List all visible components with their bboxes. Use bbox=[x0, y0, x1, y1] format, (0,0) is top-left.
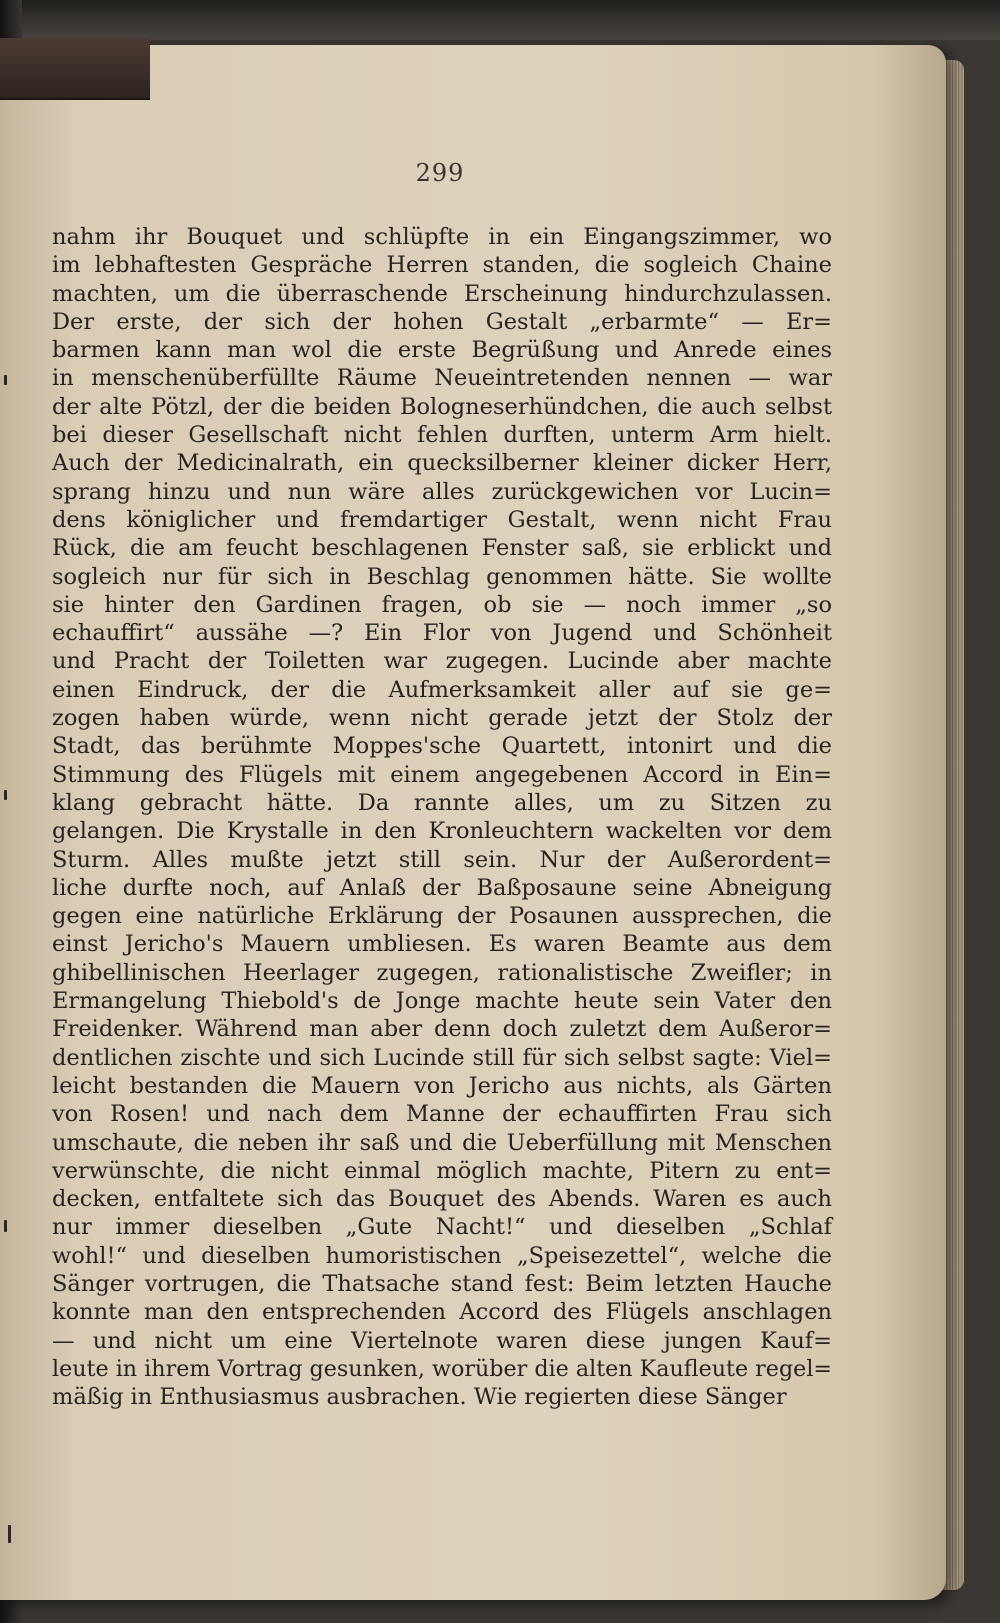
text-line: machten, um die überraschende Erscheinung hindurchzulassen. bbox=[52, 280, 832, 307]
text-line: Freidenker. Während man aber denn doch zuletzt dem Außeror= bbox=[52, 1016, 832, 1043]
scanner-background bbox=[0, 0, 1000, 40]
text-line: Sänger vortrugen, die Thatsache stand fest: Beim letzten Hauche bbox=[52, 1270, 832, 1297]
text-line: Sturm. Alles mußte jetzt still sein. Nur der Außerordent= bbox=[52, 846, 832, 873]
margin-mark bbox=[4, 375, 7, 385]
text-line: barmen kann man wol die erste Begrüßung und Anrede eines bbox=[52, 337, 832, 364]
text-line: leicht bestanden die Mauern von Jericho aus nichts, als Gärten bbox=[52, 1072, 832, 1099]
text-line: mäßig in Enthusiasmus ausbrachen. Wie regierten diese Sänger bbox=[52, 1384, 787, 1411]
text-line: Auch der Medicinalrath, ein quecksilberner kleiner dicker Herr, bbox=[52, 450, 832, 477]
text-line: gegen eine natürliche Erklärung der Posaunen aussprechen, die bbox=[52, 903, 832, 930]
text-line: nur immer dieselben „Gute Nacht!“ und dieselben „Schlaf bbox=[52, 1214, 832, 1241]
text-line: verwünschte, die nicht einmal möglich machte, Pitern zu ent= bbox=[52, 1157, 832, 1184]
text-line: bei dieser Gesellschaft nicht fehlen durften, unterm Arm hielt. bbox=[52, 422, 832, 449]
text-line: — und nicht um eine Viertelnote waren diese jungen Kauf= bbox=[52, 1327, 832, 1354]
margin-mark bbox=[8, 1525, 11, 1543]
text-line: und Pracht der Toiletten war zugegen. Lucinde aber machte bbox=[52, 648, 832, 675]
book-binding bbox=[0, 38, 150, 100]
book-page bbox=[0, 45, 946, 1600]
text-line: leute in ihrem Vortrag gesunken, worüber die alten Kaufleute regel= bbox=[52, 1355, 833, 1382]
text-line: Der erste, der sich der hohen Gestalt „erbarmte“ — Er= bbox=[52, 308, 832, 335]
text-line: in menschenüberfüllte Räume Neueintretenden nennen — war bbox=[52, 365, 832, 392]
text-line: sogleich nur für sich in Beschlag genommen hätte. Sie wollte bbox=[52, 563, 832, 590]
text-line: gelangen. Die Krystalle in den Kronleuchtern wackelten vor dem bbox=[52, 818, 832, 845]
text-line: wohl!“ und dieselben humoristischen „Speisezettel“, welche die bbox=[52, 1242, 832, 1269]
text-line: dentlichen zischte und sich Lucinde still für sich selbst sagte: Viel= bbox=[52, 1044, 832, 1071]
text-line: ghibellinischen Heerlager zugegen, rationalistische Zweifler; in bbox=[52, 959, 832, 986]
text-line: sprang hinzu und nun wäre alles zurückgewichen vor Lucin= bbox=[52, 478, 832, 505]
text-line: der alte Pötzl, der die beiden Bologneserhündchen, die auch selbst bbox=[52, 393, 832, 420]
page-number: 299 bbox=[415, 159, 465, 187]
body-text bbox=[52, 223, 832, 1411]
text-line: liche durfte noch, auf Anlaß der Baßposaune seine Abneigung bbox=[52, 874, 832, 901]
text-line: klang gebracht hätte. Da rannte alles, um zu Sitzen zu bbox=[52, 789, 832, 816]
text-line: einst Jericho's Mauern umbliesen. Es waren Beamte aus dem bbox=[52, 931, 832, 958]
text-line: sie hinter den Gardinen fragen, ob sie — noch immer „so bbox=[52, 591, 832, 618]
text-line: Stadt, das berühmte Moppes'sche Quartett, intonirt und die bbox=[52, 733, 832, 760]
text-line: umschaute, die neben ihr saß und die Ueberfüllung mit Menschen bbox=[52, 1129, 832, 1156]
margin-mark bbox=[4, 1220, 7, 1232]
text-line: von Rosen! und nach dem Manne der echauffirten Frau sich bbox=[52, 1101, 832, 1128]
text-line: Ermangelung Thiebold's de Jonge machte heute sein Vater den bbox=[52, 988, 832, 1015]
text-line: nahm ihr Bouquet und schlüpfte in ein Eingangszimmer, wo bbox=[52, 224, 832, 250]
text-line: zogen haben würde, wenn nicht gerade jetzt der Stolz der bbox=[52, 705, 832, 732]
text-line: einen Eindruck, der die Aufmerksamkeit aller auf sie ge= bbox=[52, 676, 832, 703]
text-line: konnte man den entsprechenden Accord des Flügels anschlagen bbox=[52, 1299, 832, 1326]
text-line: Stimmung des Flügels mit einem angegebenen Accord in Ein= bbox=[52, 761, 832, 788]
text-line: im lebhaftesten Gespräche Herren standen, die sogleich Chaine bbox=[52, 252, 832, 279]
text-line: echauffirt“ aussähe —? Ein Flor von Jugend und Schönheit bbox=[52, 620, 832, 647]
text-line: Rück, die am feucht beschlagenen Fenster saß, sie erblickt und bbox=[52, 535, 832, 562]
margin-mark bbox=[4, 790, 7, 800]
text-line: decken, entfaltete sich das Bouquet des Abends. Waren es auch bbox=[52, 1186, 832, 1213]
text-line: dens königlicher und fremdartiger Gestalt, wenn nicht Frau bbox=[52, 506, 832, 533]
